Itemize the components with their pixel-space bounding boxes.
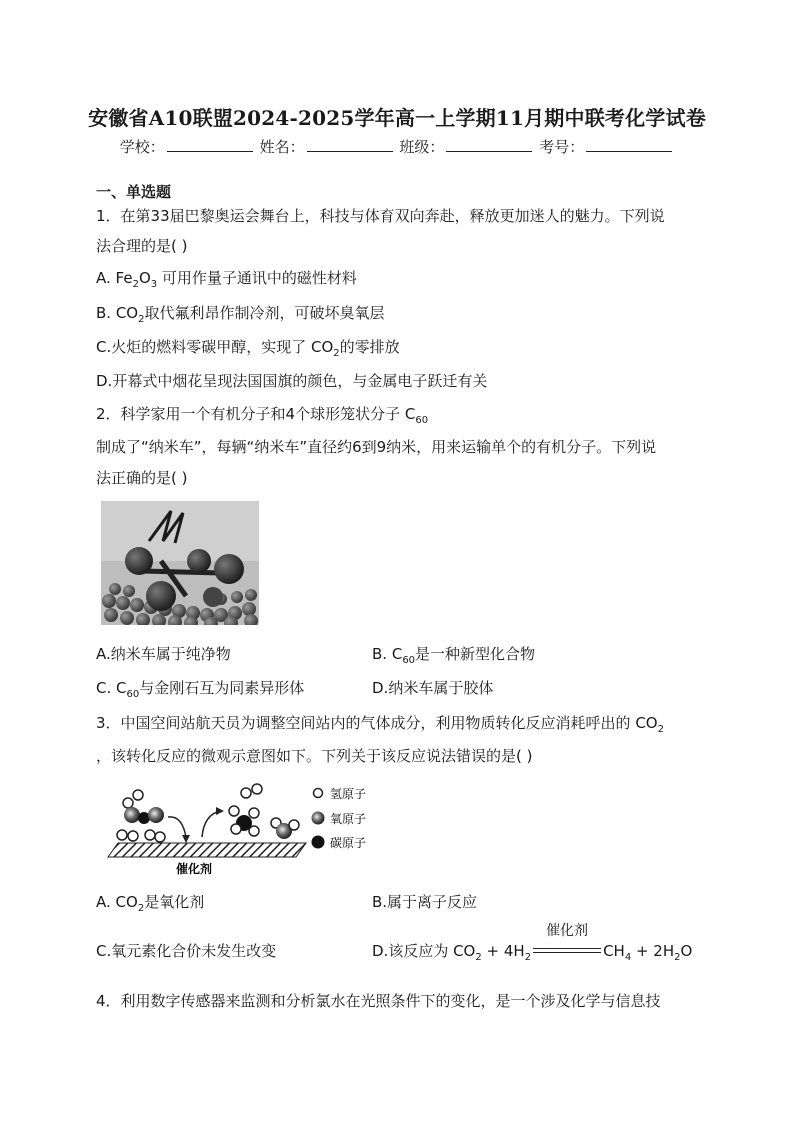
q3-option-c: C.氧元素化合价未发生改变 <box>96 942 277 960</box>
equals-line-bottom <box>533 952 601 953</box>
class-label: 班级： <box>399 138 445 156</box>
q3-d-mid1: + 4H <box>481 942 525 960</box>
q3-d-post: O <box>680 942 693 960</box>
q2-stem-text: 2．科学家用一个有机分子和4个球形笼状分子 C <box>96 405 416 423</box>
equals-line-top <box>533 948 601 949</box>
student-info-row <box>0 136 794 157</box>
catalyst-label: 催化剂 <box>176 862 213 876</box>
q1-c-post: 的零排放 <box>339 338 400 356</box>
q1-a-mid: O <box>138 269 151 287</box>
q1-c-sub: 2 <box>333 348 340 359</box>
q2-stem-sub: 60 <box>415 415 429 426</box>
q3-stem-line2: ，该转化反应的微观示意图如下。下列关于该反应说法错误的是( ) <box>96 747 533 765</box>
number-label: 考号： <box>539 138 585 156</box>
carbon-legend-icon <box>312 836 325 849</box>
q2-option-a: A.纳米车属于纯净物 <box>96 645 231 663</box>
q1-a-sub2: 3 <box>150 279 158 290</box>
q1-a-post: 可用作量子通讯中的磁性材料 <box>157 269 357 287</box>
q4-stem-line1: 4．利用数字传感器来监测和分析氯水在光照条件下的变化，是一个涉及化学与信息技 <box>96 992 661 1010</box>
q2-c-post: 与金刚石互为同素异形体 <box>139 679 305 697</box>
name-label: 姓名： <box>259 138 305 156</box>
class-blank[interactable] <box>446 137 532 152</box>
legend-hydrogen: 氢原子 <box>330 787 367 801</box>
q2-option-c <box>96 678 304 705</box>
q3-a-sub: 2 <box>137 903 145 914</box>
q3-option-b: B.属于离子反应 <box>372 893 478 911</box>
q1-a-text: A. Fe <box>96 269 133 287</box>
q3-stem-sub: 2 <box>657 724 664 735</box>
reaction-diagram <box>104 781 378 879</box>
q3-d-text: D.该反应为 CO <box>372 942 476 960</box>
q2-stem-line3: 法正确的是( ) <box>96 469 188 487</box>
q2-stem-line2: 制成了“纳米车”，每辆“纳米车”直径约6到9纳米，用来运输单个的有机分子。下列说 <box>96 438 657 456</box>
q3-stem-line1 <box>96 713 664 740</box>
reaction-condition <box>531 923 603 961</box>
q2-b-text: B. C <box>372 645 403 663</box>
q1-option-c <box>96 337 400 364</box>
q2-c-sub: 60 <box>126 689 140 700</box>
q1-c-text: C.火炬的燃料零碳甲醇，实现了 CO <box>96 338 334 356</box>
school-label: 学校： <box>119 138 165 156</box>
q1-option-b <box>96 303 385 330</box>
condition-label: 催化剂 <box>546 923 589 939</box>
q3-d-mid2: CH <box>603 942 625 960</box>
q2-option-b <box>372 644 535 671</box>
q3-d-sub1: 2 <box>475 952 482 963</box>
q1-b-post: 取代氟利昂作制冷剂，可破坏臭氧层 <box>144 304 385 322</box>
q1-stem-line2: 法合理的是( ) <box>96 237 188 255</box>
legend-oxygen: 氧原子 <box>330 812 367 826</box>
page-title: 安徽省A10联盟2024-2025学年高一上学期11月期中联考化学试卷 <box>88 106 706 130</box>
q1-option-d: D.开幕式中烟花呈现法国国旗的颜色，与金属电子跃迁有关 <box>96 372 488 390</box>
q3-d-mid3: + 2H <box>631 942 675 960</box>
q3-stem-text: 3．中国空间站航天员为调整空间站内的气体成分，利用物质转化反应消耗呼出的 CO <box>96 714 658 732</box>
q3-a-text: A. CO <box>96 893 138 911</box>
q3-d-sub3: 4 <box>624 952 632 963</box>
q1-a-sub1: 2 <box>132 279 139 290</box>
q2-c-text: C. C <box>96 679 127 697</box>
hydrogen-legend-icon <box>314 789 323 798</box>
legend-carbon: 碳原子 <box>330 836 367 850</box>
q3-option-d <box>372 923 693 968</box>
q2-stem-line1 <box>96 404 428 431</box>
q1-b-text: B. CO <box>96 304 139 322</box>
school-blank[interactable] <box>167 137 253 152</box>
name-blank[interactable] <box>307 137 393 152</box>
q2-b-sub: 60 <box>402 655 416 666</box>
nanocar-image <box>101 501 259 625</box>
q1-stem-line1: 1．在第33届巴黎奥运会舞台上，科技与体育双向奔赴，释放更加迷人的魅力。下列说 <box>96 207 665 225</box>
q3-option-a <box>96 892 204 919</box>
number-blank[interactable] <box>586 137 672 152</box>
q1-b-sub: 2 <box>138 314 145 325</box>
section-heading: 一、单选题 <box>96 183 172 201</box>
q3-d-sub2: 2 <box>524 952 532 963</box>
q1-option-a <box>96 268 357 295</box>
q3-a-post: 是氧化剂 <box>144 893 205 911</box>
oxygen-legend-icon <box>312 812 325 825</box>
q3-d-sub4: 2 <box>674 952 681 963</box>
q2-option-d: D.纳米车属于胶体 <box>372 679 494 697</box>
q2-b-post: 是一种新型化合物 <box>415 645 536 663</box>
